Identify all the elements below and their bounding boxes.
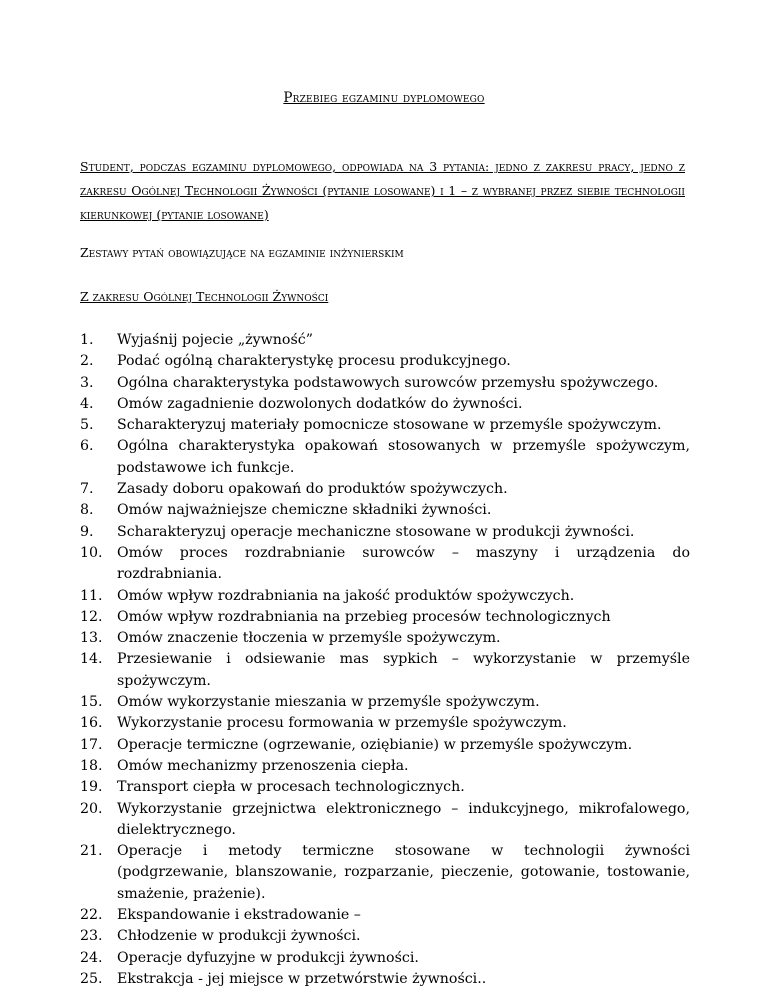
question-text: Omów znaczenie tłoczenia w przemyśle spożywczym. bbox=[117, 630, 501, 647]
question-item bbox=[80, 351, 690, 372]
question-number: 16. bbox=[80, 715, 103, 732]
question-text: Omów mechanizmy przenoszenia ciepła. bbox=[117, 757, 409, 774]
question-item bbox=[80, 756, 690, 777]
question-text: Operacje dyfuzyjne w produkcji żywności. bbox=[117, 949, 419, 966]
question-item bbox=[80, 586, 690, 607]
question-text: Podać ogólną charakterystykę procesu produkcyjnego. bbox=[117, 353, 511, 370]
question-number: 2. bbox=[80, 353, 94, 370]
question-text: Operacje termiczne (ogrzewanie, oziębianie) w przemyśle spożywczym. bbox=[117, 736, 633, 753]
intro-paragraph: Student, podczas egzaminu dyplomowego, odpowiada na 3 pytania: jedno z zakresu pracy, jedno z zakresu Ogólnej Technologii Żywności (pytanie losowane) i 1 – z wybranej przez siebie technologii kierunkowej (pytanie losowane) bbox=[80, 159, 685, 222]
question-item bbox=[80, 713, 690, 734]
question-number: 24. bbox=[80, 949, 103, 966]
question-item bbox=[80, 373, 690, 394]
question-text: Transport ciepła w procesach technologicznych. bbox=[117, 779, 465, 796]
question-text: Scharakteryzuj operacje mechaniczne stosowane w produkcji żywności. bbox=[117, 523, 635, 540]
question-number: 12. bbox=[80, 608, 103, 625]
question-number: 21. bbox=[80, 843, 103, 860]
question-number: 15. bbox=[80, 694, 103, 711]
question-text: Scharakteryzuj materiały pomocnicze stosowane w przemyśle spożywczym. bbox=[117, 417, 662, 434]
question-number: 22. bbox=[80, 907, 103, 924]
question-number: 9. bbox=[80, 523, 94, 540]
question-number: 23. bbox=[80, 928, 103, 945]
question-item bbox=[80, 948, 690, 969]
question-item bbox=[80, 628, 690, 649]
question-number: 17. bbox=[80, 736, 103, 753]
question-number: 10. bbox=[80, 544, 103, 561]
question-text: Ogólna charakterystyka opakowań stosowanych w przemyśle spożywczym, podstawowe ich funkcje. bbox=[117, 438, 690, 476]
question-item bbox=[80, 799, 690, 842]
question-list bbox=[80, 330, 690, 990]
question-text: Wyjaśnij pojecie „żywność” bbox=[117, 332, 313, 348]
question-item bbox=[80, 841, 690, 905]
question-item bbox=[80, 692, 690, 713]
question-number: 25. bbox=[80, 970, 103, 987]
question-number: 20. bbox=[80, 800, 103, 817]
question-item bbox=[80, 649, 690, 692]
question-text: Chłodzenie w produkcji żywności. bbox=[117, 928, 361, 945]
question-text: Omów proces rozdrabnianie surowców – maszyny i urządzenia do rozdrabniania. bbox=[117, 544, 690, 583]
question-item bbox=[80, 905, 690, 926]
question-number: 11. bbox=[80, 587, 103, 604]
question-text: Omów wykorzystanie mieszania w przemyśle spożywczym. bbox=[117, 694, 540, 711]
question-item bbox=[80, 394, 690, 415]
question-number: 8. bbox=[80, 502, 94, 519]
question-item bbox=[80, 735, 690, 756]
question-number: 19. bbox=[80, 779, 103, 796]
question-text: Ogólna charakterystyka podstawowych surowców przemysłu spożywczego. bbox=[117, 374, 659, 391]
question-item bbox=[80, 436, 690, 479]
question-item bbox=[80, 500, 690, 521]
question-text: Operacje i metody termiczne stosowane w technologii żywności (podgrzewanie, blanszowanie, rozparzanie, pieczenie, gotowanie, tostowanie, smażenie, prażenie). bbox=[117, 843, 690, 902]
question-number: 18. bbox=[80, 757, 103, 774]
question-item bbox=[80, 969, 690, 990]
question-number: 5. bbox=[80, 417, 94, 434]
question-item bbox=[80, 415, 690, 436]
question-item bbox=[80, 607, 690, 628]
question-item bbox=[80, 479, 690, 500]
question-text: Wykorzystanie procesu formowania w przemyśle spożywczym. bbox=[117, 715, 567, 732]
document-title: Przebieg egzaminu dyplomowego bbox=[283, 90, 485, 106]
question-item bbox=[80, 777, 690, 798]
question-number: 6. bbox=[80, 438, 94, 455]
question-number: 4. bbox=[80, 395, 94, 412]
question-number: 3. bbox=[80, 374, 94, 391]
question-number: 13. bbox=[80, 630, 103, 647]
question-text: Omów zagadnienie dozwolonych dodatków do żywności. bbox=[117, 395, 523, 412]
question-text: Ekstrakcja - jej miejsce w przetwórstwie żywności.. bbox=[117, 970, 487, 987]
question-item bbox=[80, 522, 690, 543]
question-item bbox=[80, 330, 690, 351]
question-text: Wykorzystanie grzejnictwa elektronicznego – indukcyjnego, mikrofalowego, dielektrycznego. bbox=[117, 800, 690, 838]
question-item bbox=[80, 926, 690, 947]
question-sets-heading: Zestawy pytań obowiązujące na egzaminie inżynierskim bbox=[80, 245, 404, 260]
question-text: Przesiewanie i odsiewanie mas sypkich – wykorzystanie w przemyśle spożywczym. bbox=[117, 651, 690, 689]
question-text: Omów wpływ rozdrabniania na przebieg procesów technologicznych bbox=[117, 608, 611, 625]
question-text: Omów wpływ rozdrabniania na jakość produktów spożywczych. bbox=[117, 587, 575, 604]
question-number: 7. bbox=[80, 481, 94, 498]
question-text: Zasady doboru opakowań do produktów spożywczych. bbox=[117, 481, 508, 498]
question-text: Ekspandowanie i ekstradowanie – bbox=[117, 907, 361, 924]
question-number: 14. bbox=[80, 651, 103, 668]
section-heading: Z zakresu Ogólnej Technologii Żywności bbox=[80, 289, 329, 304]
question-item bbox=[80, 543, 690, 586]
question-number: 1. bbox=[80, 332, 94, 348]
question-text: Omów najważniejsze chemiczne składniki żywności. bbox=[117, 502, 492, 519]
